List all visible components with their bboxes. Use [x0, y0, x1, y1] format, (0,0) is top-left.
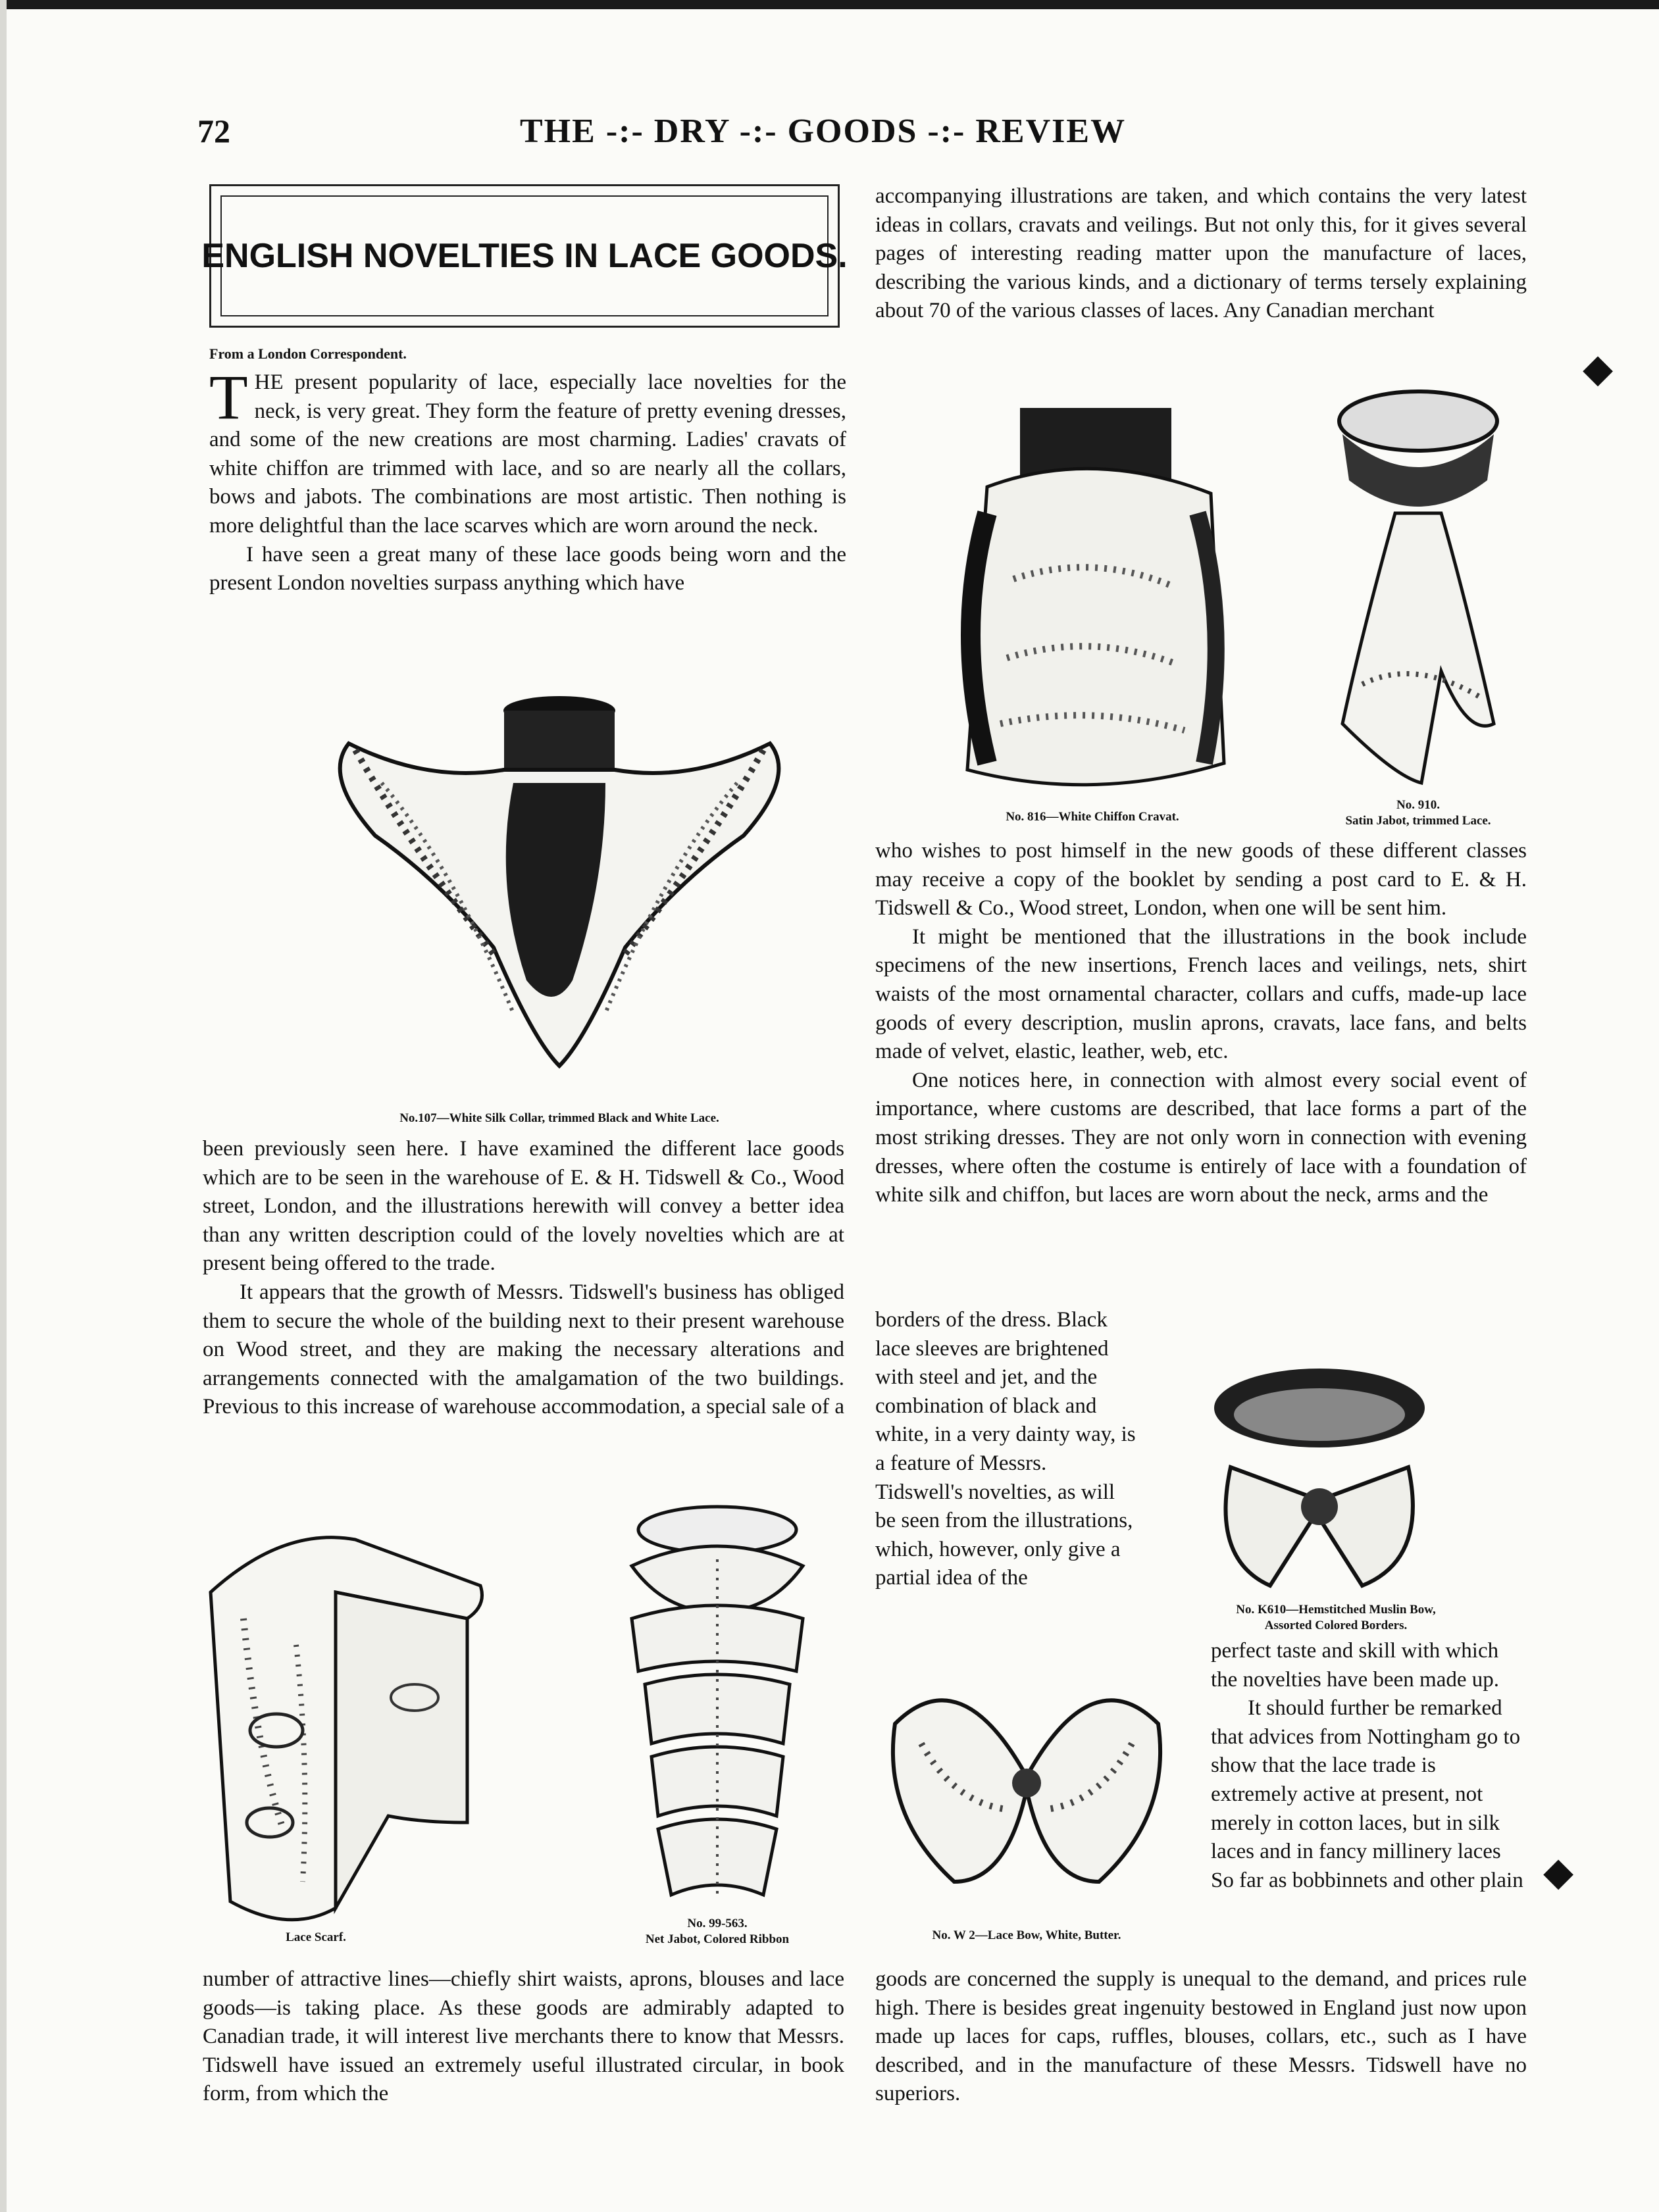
illustration-chiffon-cravat [948, 395, 1237, 803]
caption-net-jabot-text: Net Jabot, Colored Ribbon [645, 1932, 790, 1946]
caption-net-jabot [592, 1916, 842, 1948]
article-title-box [201, 184, 848, 328]
caption-satin-jabot-number: No. 910. [1396, 798, 1440, 812]
page-left-edge [0, 0, 7, 2212]
ink-blot-mark: ◆ [1543, 1850, 1574, 1894]
left-column-top-text [209, 362, 846, 598]
paragraph: It should further be remarked that advices from Nottingham go to show that the lace trade is extremely active at present, not merely in cotton laces, but in silk laces and in fancy millinery laces So far as bobbinnets and other plain [1211, 1696, 1523, 1892]
right-column-middle-text [875, 837, 1527, 1210]
drop-cap: T [209, 362, 248, 432]
byline: From a London Correspondent. [209, 345, 407, 362]
right-narrow-text-1 [875, 1306, 1138, 1593]
caption-lace-scarf: Lace Scarf. [286, 1930, 346, 1944]
illustration-satin-jabot [1323, 382, 1514, 790]
page-number: 72 [197, 113, 230, 149]
paragraph: It appears that the growth of Messrs. Tidswell's business has obliged them to secure the whole of the building next to their present warehouse on Wood street, and they are making the necessary alterations and arrangements connected with the amalgamation of the two buildings. Previous to this increase of warehouse accommodation, a special sale of a [203, 1280, 844, 1419]
right-narrow-text-2 [1211, 1637, 1523, 1895]
paragraph: goods are concerned the supply is unequal to the demand, and prices rule high. There is besides great ingenuity bestowed in England just now upon made up laces for caps, ruffles, blouses, collars, etc., such as I have described, and in the manufacture of these Messrs. Tidswell have no superiors. [875, 1967, 1527, 2106]
caption-muslin-bow-line2: Assorted Colored Borders. [1264, 1619, 1408, 1632]
illustration-lace-bow [875, 1645, 1178, 1915]
paragraph-intro: THE present popularity of lace, especially lace novelties for the neck, is very great. They form the feature of pretty evening dresses, and some of the new creations are most charming. Ladies' cravats of white chiffon are trimmed with lace, and so are nearly all the collars, bows and jabots. The combinations are most artistic. Then nothing is more delightful than the lace scarves which are worn around the neck. [209, 362, 846, 538]
article-title-inner-border [201, 195, 848, 316]
paragraph: accompanying illustrations are taken, and which contains the very latest ideas in collars, cravats and veilings. But not only this, for it gives several pages of interesting reading matter upon the manufacture of laces, describing the various kinds, and a dictionary of terms tersely explaining about 70 of the various classes of laces. Any Canadian merchant [875, 184, 1527, 323]
caption-satin-jabot [1303, 797, 1533, 829]
caption-muslin-bow [1185, 1602, 1487, 1634]
article-title: ENGLISH NOVELTIES IN LACE GOODS. [201, 237, 848, 275]
right-column-top-text [875, 182, 1527, 326]
caption-chiffon-cravat: No. 816—White Chiffon Cravat. [1006, 810, 1179, 824]
caption-silk-collar: No.107—White Silk Collar, trimmed Black and White Lace. [399, 1111, 719, 1125]
illustration-muslin-bow [1191, 1349, 1448, 1599]
illustration-lace-scarf [204, 1513, 494, 1924]
paragraph: I have seen a great many of these lace goods being worn and the present London novelties surpass anything which have [209, 542, 846, 595]
paragraph: It might be mentioned that the illustrations in the book include specimens of the new insertions, French laces and veilings, nets, shirt waists of the most ornamental character, collars and cuffs, made-up lace goods of every description, muslin aprons, cravats, lace fans, and belts made of velvet, elastic, leather, web, etc. [875, 924, 1527, 1064]
paragraph: One notices here, in connection with almost every social event of importance, where customs are described, that lace forms a part of the most striking dresses. They are not only worn in connection with evening dresses, where often the costume is entirely of lace with a foundation of white silk and chiffon, but laces are worn about the neck, arms and the [875, 1068, 1527, 1207]
publication-title: THE -:- DRY -:- GOODS -:- REVIEW [520, 113, 1127, 150]
paragraph: who wishes to post himself in the new goods of these different classes may receive a copy of the booklet by sending a post card to E. & H. Tidswell & Co., Wood street, London, when one will be sent him. [875, 839, 1527, 920]
right-column-bottom-text [875, 1965, 1527, 2109]
illustration-silk-collar [296, 671, 823, 1092]
ink-blot-mark: ◆ [1583, 347, 1614, 390]
paragraph: number of attractive lines—chiefly shirt waists, aprons, blouses and lace goods—is taking place. As these goods are admirably adapted to Canadian trade, it will interest live merchants there to know that Messrs. Tidswell have issued an extremely useful illustrated circular, in book form, from which the [203, 1967, 844, 2106]
paragraph: perfect taste and skill with which the novelties have been made up. [1211, 1639, 1500, 1692]
left-column-middle-text [203, 1135, 844, 1422]
caption-lace-bow: No. W 2—Lace Bow, White, Butter. [932, 1928, 1121, 1942]
page-top-edge [0, 0, 1659, 9]
paragraph: been previously seen here. I have examined the different lace goods which are to be seen in the warehouse of E. & H. Tidswell & Co., Wood street, London, and the illustrations herewith will convey a better idea than any written description could of the lovely novelties which are at present being offered to the trade. [203, 1137, 844, 1276]
caption-net-jabot-number: No. 99-563. [687, 1917, 748, 1930]
paragraph: borders of the dress. Black lace sleeves are brightened with steel and jet, and the combination of black and white, in a very dainty way, is a feature of Messrs. Tidswell's novelties, as will be seen from the illustrations, which, however, only give a partial idea of the [875, 1308, 1136, 1590]
caption-satin-jabot-text: Satin Jabot, trimmed Lace. [1345, 814, 1491, 828]
running-header [0, 112, 1659, 158]
caption-muslin-bow-line1: No. K610—Hemstitched Muslin Bow, [1236, 1603, 1436, 1617]
illustration-net-jabot [605, 1500, 829, 1911]
left-column-bottom-text [203, 1965, 844, 2109]
